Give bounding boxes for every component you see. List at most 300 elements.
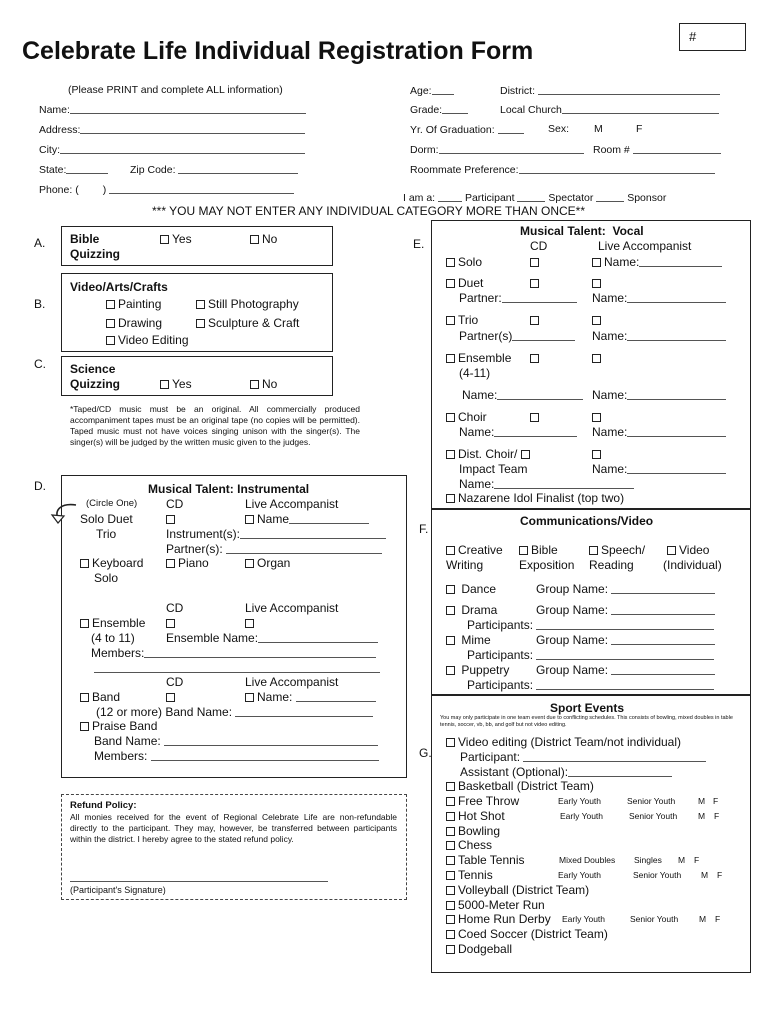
option-label: Creative — [458, 543, 503, 557]
section-f-letter: F. — [419, 522, 429, 536]
vocal-solo-option[interactable] — [446, 255, 482, 269]
section-a-title: Bible — [70, 232, 100, 246]
checkbox[interactable] — [530, 279, 539, 288]
option-label: Sculpture & Craft — [208, 316, 300, 330]
option-label: Hot Shot — [458, 809, 505, 823]
field-label: Participant: — [460, 750, 521, 764]
section-c-letter: C. — [34, 357, 46, 371]
field-label: Name: — [592, 291, 628, 305]
checkbox[interactable] — [519, 546, 528, 555]
checkbox[interactable] — [80, 693, 89, 702]
option-label: Video editing (District Team/not individual) — [458, 735, 682, 749]
option-label: Band — [92, 690, 121, 704]
spectator-blank[interactable] — [517, 190, 545, 202]
dodgeball-option[interactable] — [446, 942, 512, 956]
field-label: Participants: — [467, 678, 534, 692]
checkbox[interactable] — [592, 316, 601, 325]
band-name-field-1[interactable] — [96, 705, 373, 719]
participant-blank[interactable] — [438, 190, 462, 202]
tennis-senior[interactable]: Senior Youth — [633, 870, 682, 880]
band-cd-header: CD — [166, 675, 184, 689]
home-run-early[interactable]: Early Youth — [562, 914, 606, 924]
instr-partners-field[interactable] — [166, 542, 382, 556]
field-label: Partner(s): — [166, 542, 223, 556]
sponsor-blank[interactable] — [596, 190, 624, 202]
bible-yes-option[interactable] — [160, 232, 192, 246]
duet-partner-field[interactable] — [459, 291, 577, 305]
section-f-title: Communications/Video — [520, 514, 654, 528]
checkbox[interactable] — [245, 515, 254, 524]
instruments-field[interactable] — [166, 527, 386, 541]
soccer-option[interactable] — [446, 927, 608, 941]
home-run-m[interactable]: M — [699, 914, 707, 924]
field-label: Group Name: — [536, 663, 609, 677]
puppetry-group-field[interactable] — [536, 663, 715, 677]
home-run-option[interactable] — [446, 912, 551, 926]
vocal-duet-cd[interactable] — [530, 276, 542, 290]
option-label: Ensemble — [458, 351, 512, 365]
option-label: Tennis — [458, 868, 493, 882]
hot-shot-m[interactable]: M — [698, 811, 706, 821]
checkbox[interactable] — [446, 915, 455, 924]
checkbox[interactable] — [446, 354, 455, 363]
bowling-option[interactable] — [446, 824, 500, 838]
vocal-choir-cd[interactable] — [530, 410, 542, 424]
grade-label: Grade: — [410, 104, 443, 116]
option-label: Puppetry — [461, 663, 510, 677]
option-label: Table Tennis — [458, 853, 525, 867]
mime-group-field[interactable] — [536, 633, 715, 647]
checkbox[interactable] — [446, 945, 455, 954]
age-field[interactable] — [410, 83, 454, 98]
option-label: Basketball (District Team) — [458, 779, 594, 793]
checkbox[interactable] — [446, 782, 455, 791]
creative-writing-line2: Writing — [446, 558, 484, 572]
ensemble-option[interactable] — [80, 616, 145, 630]
home-run-f[interactable]: F — [715, 914, 721, 924]
checkbox[interactable] — [446, 930, 455, 939]
checkbox[interactable] — [106, 336, 115, 345]
ens-live-checkbox[interactable] — [245, 616, 257, 630]
checkbox[interactable] — [166, 515, 175, 524]
table-tennis-mixed[interactable]: Mixed Doubles — [559, 855, 616, 865]
checkbox[interactable] — [160, 235, 169, 244]
checkbox[interactable] — [446, 585, 455, 594]
field-label: Members: — [94, 749, 148, 763]
mime-participants-field[interactable] — [467, 648, 714, 662]
checkbox[interactable] — [530, 316, 539, 325]
band-cd-checkbox[interactable] — [166, 690, 178, 704]
option-label: Mime — [461, 633, 491, 647]
checkbox[interactable] — [446, 606, 455, 615]
checkbox[interactable] — [446, 666, 455, 675]
refund-title: Refund Policy: — [70, 800, 137, 811]
puppetry-option[interactable] — [446, 663, 509, 677]
run-option[interactable] — [446, 898, 545, 912]
band-members-field[interactable] — [94, 749, 379, 763]
checkbox[interactable] — [530, 354, 539, 363]
option-label: Yes — [172, 377, 192, 391]
checkbox[interactable] — [196, 319, 205, 328]
vocal-duet-live[interactable] — [592, 276, 604, 290]
checkbox[interactable] — [530, 258, 539, 267]
checkbox[interactable] — [446, 279, 455, 288]
ens-members-line2[interactable] — [94, 672, 380, 673]
option-label: Drawing — [118, 316, 163, 330]
video-editing-option[interactable] — [106, 333, 189, 347]
checkbox[interactable] — [160, 380, 169, 389]
graduation-field[interactable] — [410, 122, 524, 137]
field-label: Name: — [592, 462, 628, 476]
free-throw-option[interactable] — [446, 794, 519, 808]
checkbox[interactable] — [446, 827, 455, 836]
checkbox[interactable] — [106, 319, 115, 328]
checkbox[interactable] — [250, 380, 259, 389]
vocal-solo-cd[interactable] — [530, 255, 542, 269]
video-editing-team-option[interactable] — [446, 735, 681, 749]
vocal-solo-name[interactable] — [592, 255, 722, 269]
option-label: 5000-Meter Run — [458, 898, 545, 912]
field-label: Name: — [459, 425, 495, 439]
signature-line[interactable] — [70, 881, 328, 882]
checkbox[interactable] — [446, 738, 455, 747]
dist-choir-live[interactable] — [592, 447, 604, 461]
name-field[interactable] — [39, 102, 306, 117]
address-label: Address: — [39, 124, 81, 136]
tennis-early[interactable]: Early Youth — [558, 870, 602, 880]
zip-label: Zip Code: — [130, 164, 176, 176]
option-label: No — [262, 232, 278, 246]
basketball-option[interactable] — [446, 779, 594, 793]
drawing-option[interactable] — [106, 316, 162, 330]
option-label: Speech/ — [601, 543, 646, 557]
option-label: Video Editing — [118, 333, 189, 347]
room-field[interactable] — [593, 142, 721, 157]
organ-option[interactable] — [245, 556, 290, 570]
option-label: Choir — [458, 410, 487, 424]
dorm-field[interactable] — [410, 142, 584, 157]
hot-shot-f[interactable]: F — [714, 811, 720, 821]
band-option[interactable] — [80, 690, 120, 704]
district-label: District: — [500, 85, 535, 97]
sport-note: You may only participate in one team event due to conflicting schedules. This consists of bowling, mixed doubles in table tennis, soccer, vb, bb, and golf but not video editing. — [440, 715, 733, 728]
option-label: Video — [679, 543, 710, 557]
bible-exposition-line2: Exposition — [519, 558, 575, 572]
section-g-title: Sport Events — [550, 701, 625, 715]
vocal-choir-option[interactable] — [446, 410, 487, 424]
field-label: Band Name: — [94, 734, 161, 748]
instr-solo-cd[interactable] — [166, 512, 178, 526]
checkbox[interactable] — [245, 693, 254, 702]
checkbox[interactable] — [446, 871, 455, 880]
section-a-letter: A. — [34, 236, 46, 250]
free-throw-senior[interactable]: Senior Youth — [627, 796, 676, 806]
checkbox[interactable] — [446, 841, 455, 850]
circle-one-hint: (Circle One) — [86, 498, 138, 509]
drama-option[interactable] — [446, 603, 497, 617]
praise-band-option[interactable] — [80, 719, 157, 733]
section-a-title2: Quizzing — [70, 247, 120, 261]
phone-close: ) — [102, 184, 107, 196]
bible-no-option[interactable] — [250, 232, 277, 246]
field-label: Name: — [592, 329, 628, 343]
field-label: Name: — [459, 477, 495, 491]
checkbox[interactable] — [166, 559, 175, 568]
curved-arrow-icon — [50, 499, 80, 529]
checkbox[interactable] — [166, 619, 175, 628]
table-tennis-singles[interactable]: Singles — [634, 855, 662, 865]
vocal-ensemble-cd[interactable] — [530, 351, 542, 365]
city-field[interactable] — [39, 142, 305, 157]
dance-option[interactable] — [446, 582, 496, 596]
solo-duet-choice[interactable]: Solo Duet — [80, 512, 133, 526]
vocal-ensemble-live[interactable] — [592, 351, 604, 365]
name-label: Name: — [39, 104, 70, 116]
option-label: Dist. Choir/ — [458, 447, 518, 461]
ensemble-name-right[interactable] — [592, 388, 726, 402]
option-label: Bible — [531, 543, 558, 557]
sex-m[interactable]: M — [594, 123, 603, 135]
field-label: Name: — [462, 388, 498, 402]
band-name-field-2[interactable] — [94, 734, 378, 748]
checkbox[interactable] — [530, 413, 539, 422]
keyboard-option[interactable] — [80, 556, 143, 570]
option-label: Chess — [458, 838, 493, 852]
piano-option[interactable] — [166, 556, 209, 570]
checkbox[interactable] — [245, 559, 254, 568]
hot-shot-early[interactable]: Early Youth — [560, 811, 604, 821]
refund-text: All monies received for the event of Regional Celebrate Life are non-refundable directly to the participant. They may, however, be transferred between participants within the district. I hereby agree to the stated refund policy. — [70, 812, 397, 844]
checkbox[interactable] — [446, 258, 455, 267]
dance-group-field[interactable] — [536, 582, 715, 596]
checkbox[interactable] — [592, 413, 601, 422]
instr-cd-header: CD — [166, 497, 184, 511]
checkbox[interactable] — [446, 901, 455, 910]
age-label: Age: — [410, 85, 432, 97]
option-label: Coed Soccer (District Team) — [458, 927, 608, 941]
title-part: Vocal — [612, 224, 644, 238]
vocal-ensemble-size: (4-11) — [459, 366, 491, 380]
state-field[interactable] — [39, 162, 108, 177]
instr-live-header: Live Accompanist — [245, 497, 339, 511]
taped-music-note: *Taped/CD music must be an original. All commercially produced accompaniment tapes must be an original tape (no copies will be permitted). Taped music must not have voices singing unison with the singer(s). The singer(s) will be judged by the written music given to the judges. — [70, 404, 360, 447]
option-label: Keyboard — [92, 556, 144, 570]
notice: *** YOU MAY NOT ENTER ANY INDIVIDUAL CATEGORY MORE THAN ONCE** — [152, 204, 585, 218]
title-part: Musical Talent: — [520, 224, 606, 238]
instr-solo-name[interactable] — [245, 512, 369, 526]
table-tennis-m[interactable]: M — [678, 855, 686, 865]
sculpture-option[interactable] — [196, 316, 299, 330]
role-participant: Participant — [464, 192, 515, 204]
checkbox[interactable] — [245, 619, 254, 628]
graduation-label: Yr. Of Graduation: — [410, 124, 495, 136]
band-live-header: Live Accompanist — [245, 675, 339, 689]
band-live-name[interactable]: Name: — [245, 690, 376, 704]
video-individual-option[interactable] — [667, 543, 709, 557]
ensemble-name-left[interactable] — [462, 388, 583, 402]
tennis-option[interactable] — [446, 868, 493, 882]
checkbox[interactable] — [250, 235, 259, 244]
trio-name-field[interactable] — [592, 329, 726, 343]
checkbox[interactable] — [446, 856, 455, 865]
zip-field[interactable] — [130, 162, 298, 177]
option-label: Home Run Derby — [458, 912, 551, 926]
checkbox[interactable] — [446, 797, 455, 806]
speech-reading-option[interactable] — [589, 543, 645, 557]
section-b-letter: B. — [34, 297, 46, 311]
option-label: Duet — [458, 276, 484, 290]
checkbox[interactable] — [446, 812, 455, 821]
vocal-cd-header: CD — [530, 239, 548, 253]
ens-cd-checkbox[interactable] — [166, 616, 178, 630]
option-label: Free Throw — [458, 794, 520, 808]
option-label: Drama — [461, 603, 498, 617]
video-individual-line2: (Individual) — [663, 558, 722, 572]
option-label: Solo — [458, 255, 483, 269]
section-c-title: Science — [70, 362, 116, 376]
checkbox[interactable] — [589, 546, 598, 555]
checkbox[interactable] — [446, 494, 455, 503]
sport-assistant-field[interactable] — [460, 765, 672, 779]
field-label: Group Name: — [536, 603, 609, 617]
checkbox[interactable] — [446, 636, 455, 645]
impact-name-right[interactable] — [592, 462, 726, 476]
option-label: Painting — [118, 297, 162, 311]
role-label: I am a: — [403, 192, 436, 204]
page-title: Celebrate Life Individual Registration Form — [22, 37, 534, 65]
table-tennis-f[interactable]: F — [694, 855, 700, 865]
section-d-title: Musical Talent: Instrumental — [148, 482, 310, 496]
volleyball-option[interactable] — [446, 883, 589, 897]
impact-team-label: Impact Team — [459, 462, 528, 476]
table-tennis-option[interactable] — [446, 853, 525, 867]
checkbox[interactable] — [80, 619, 89, 628]
mime-option[interactable] — [446, 633, 491, 647]
ensemble-name-field[interactable] — [166, 631, 378, 645]
checkbox[interactable] — [667, 546, 676, 555]
ens-members-field[interactable] — [91, 646, 376, 660]
ensemble-size: (4 to 11) — [91, 631, 135, 645]
field-label: Name: — [592, 388, 628, 402]
chess-option[interactable] — [446, 838, 492, 852]
vocal-trio-cd[interactable] — [530, 313, 542, 327]
checkbox[interactable] — [446, 413, 455, 422]
option-label: No — [262, 377, 278, 391]
drama-participants-field[interactable] — [467, 618, 714, 632]
checkbox[interactable] — [446, 450, 455, 459]
section-e-title — [520, 224, 644, 238]
field-label: Participants: — [467, 618, 534, 632]
vocal-live-header: Live Accompanist — [598, 239, 692, 253]
choir-name-right[interactable] — [592, 425, 726, 439]
city-label: City: — [39, 144, 60, 156]
drama-group-field[interactable] — [536, 603, 715, 617]
choir-name-left[interactable] — [459, 425, 577, 439]
checkbox[interactable] — [80, 559, 89, 568]
checkbox[interactable] — [592, 279, 601, 288]
still-photo-option[interactable] — [196, 297, 299, 311]
science-yes-option[interactable] — [160, 377, 192, 391]
checkbox[interactable] — [521, 450, 530, 459]
home-run-senior[interactable]: Senior Youth — [630, 914, 679, 924]
roommate-label: Roommate Preference: — [410, 164, 519, 176]
option-label: Praise Band — [92, 719, 158, 733]
role-sponsor: Sponsor — [627, 192, 667, 204]
field-label: Name: — [592, 425, 628, 439]
vocal-choir-live[interactable] — [592, 410, 604, 424]
field-label: (12 or more) Band Name: — [96, 705, 233, 719]
keyboard-solo-label: Solo — [94, 571, 119, 585]
checkbox[interactable] — [80, 722, 89, 731]
tennis-f[interactable]: F — [717, 870, 723, 880]
free-throw-early[interactable]: Early Youth — [558, 796, 602, 806]
grade-field[interactable] — [410, 102, 468, 117]
field-label: Partner(s) — [459, 329, 513, 343]
checkbox[interactable] — [446, 546, 455, 555]
dist-choir-option[interactable] — [446, 447, 533, 461]
vocal-trio-option[interactable] — [446, 313, 478, 327]
impact-name-left[interactable] — [459, 477, 634, 491]
checkbox[interactable] — [592, 354, 601, 363]
vocal-ensemble-option[interactable] — [446, 351, 511, 365]
hot-shot-option[interactable] — [446, 809, 505, 823]
painting-option[interactable] — [106, 297, 161, 311]
option-label: Volleyball (District Team) — [458, 883, 590, 897]
duet-name-field[interactable] — [592, 291, 726, 305]
sex-f[interactable]: F — [636, 123, 643, 135]
checkbox[interactable] — [446, 886, 455, 895]
checkbox[interactable] — [196, 300, 205, 309]
bible-exposition-option[interactable] — [519, 543, 558, 557]
creative-writing-option[interactable] — [446, 543, 503, 557]
instructions: (Please PRINT and complete ALL information) — [68, 84, 283, 96]
vocal-duet-option[interactable] — [446, 276, 483, 290]
hot-shot-senior[interactable]: Senior Youth — [629, 811, 678, 821]
checkbox[interactable] — [592, 450, 601, 459]
speech-reading-line2: Reading — [589, 558, 634, 572]
checkbox[interactable] — [166, 693, 175, 702]
ens-live-header: Live Accompanist — [245, 601, 339, 615]
science-no-option[interactable] — [250, 377, 277, 391]
role-spectator: Spectator — [548, 192, 594, 204]
option-label: Piano — [178, 556, 209, 570]
puppetry-participants-field[interactable] — [467, 678, 714, 692]
checkbox[interactable] — [446, 316, 455, 325]
local-church-field[interactable] — [500, 102, 719, 117]
sport-participant-field[interactable] — [460, 750, 706, 764]
checkbox[interactable] — [106, 300, 115, 309]
option-label: Dance — [461, 582, 497, 596]
trio-partners-field[interactable] — [459, 329, 575, 343]
section-b-title: Video/Arts/Crafts — [70, 280, 168, 294]
section-g-letter: G. — [419, 746, 432, 760]
free-throw-m[interactable]: M — [698, 796, 706, 806]
roommate-field[interactable] — [410, 162, 715, 177]
idol-option[interactable] — [446, 491, 624, 505]
field-label: Group Name: — [536, 633, 609, 647]
field-label: Assistant (Optional): — [460, 765, 569, 779]
free-throw-f[interactable]: F — [713, 796, 719, 806]
field-label: Name — [257, 512, 290, 526]
trio-choice[interactable]: Trio — [96, 527, 117, 541]
tennis-m[interactable]: M — [701, 870, 709, 880]
form-number-box[interactable] — [679, 23, 746, 51]
checkbox[interactable] — [592, 258, 601, 267]
address-field[interactable] — [39, 122, 305, 137]
phone-field[interactable] — [39, 182, 294, 197]
district-field[interactable] — [500, 83, 720, 98]
vocal-trio-live[interactable] — [592, 313, 604, 327]
